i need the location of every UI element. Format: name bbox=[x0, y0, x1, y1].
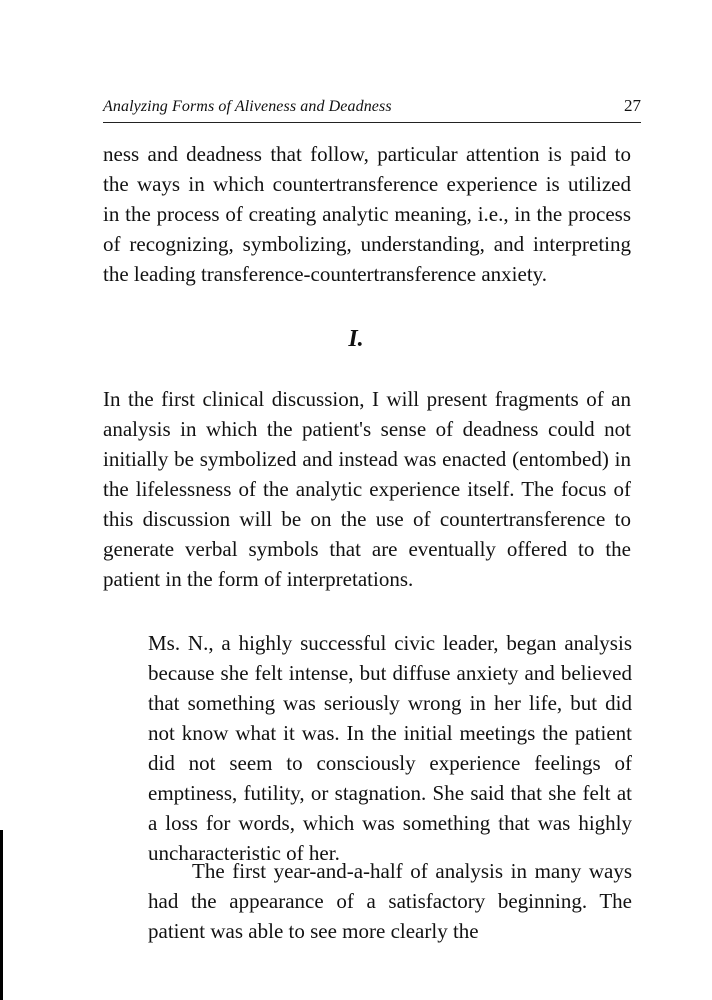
case-paragraph-2: The first year-and-a-half of analysis in many ways had the appearance of a satisfactory beginning. The patient was able to see more clearly the bbox=[148, 859, 632, 943]
running-title: Analyzing Forms of Aliveness and Deadness bbox=[103, 98, 392, 115]
paragraph-intro: In the first clinical discussion, I will present fragments of an analysis in which the patient's sense of deadness could not initially be symbolized and instead was enacted (entombed) in the lifelessness of the analytic experience itself. The focus of this discussion will be on the use of countertransference to generate verbal symbols that are eventually offered to the patient in the form of interpretations. bbox=[103, 387, 631, 591]
page-number: 27 bbox=[624, 96, 641, 115]
section-heading: I. bbox=[348, 326, 364, 352]
paragraph-continued: ness and deadness that follow, particular attention is paid to the ways in which countertransference experience is utilized in the process of creating analytic meaning, i.e., in the process of recognizing, symbolizing, understanding, and interpreting the leading transference-countertransference anxiety. bbox=[103, 142, 631, 286]
scan-edge-line bbox=[0, 830, 3, 1000]
case-paragraph-1: Ms. N., a highly successful civic leader, began analysis because she felt intense, but diffuse anxiety and believed that something was seriously wrong in her life, but did not know what it was. In the initial meetings the patient did not seem to consciously experience feelings of emptiness, futility, or stagnation. She said that she felt at a loss for words, which was something that was highly uncharacteristic of her. bbox=[148, 631, 632, 865]
running-header bbox=[103, 94, 641, 123]
